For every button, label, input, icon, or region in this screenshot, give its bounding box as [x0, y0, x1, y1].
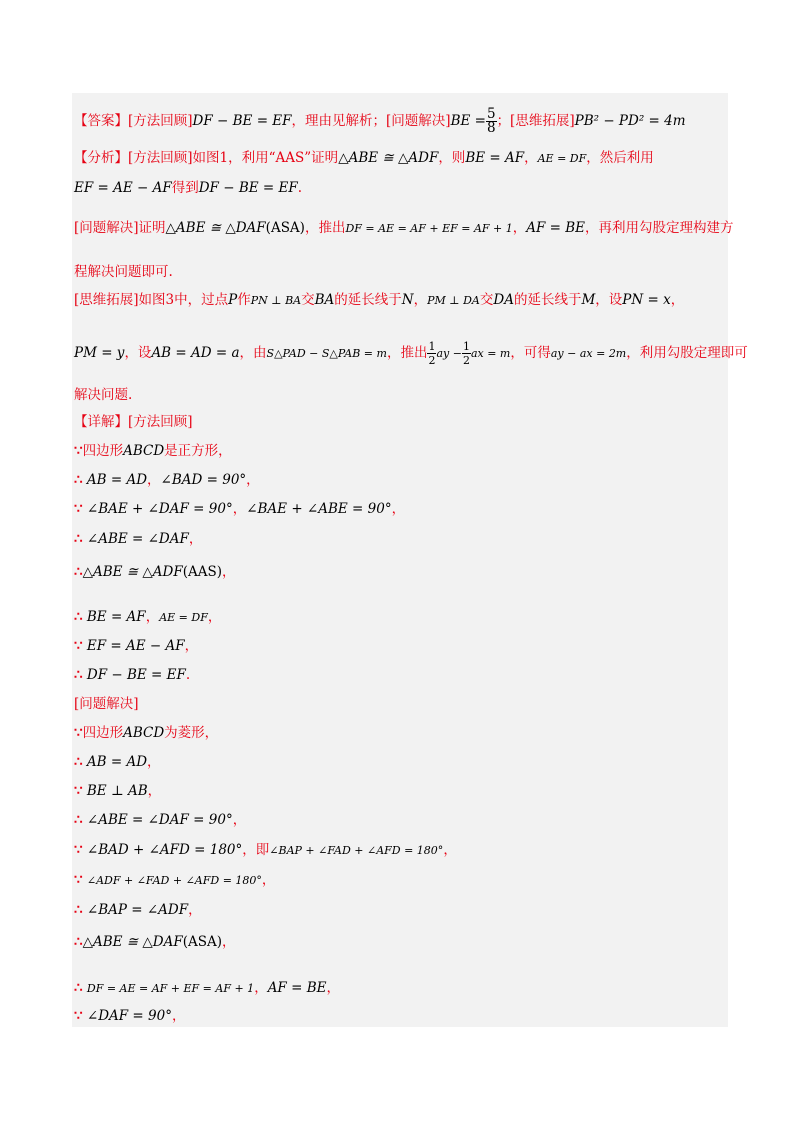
- therefore-symbol: ∴: [74, 980, 83, 996]
- text: ，然后利用: [586, 150, 654, 166]
- math-expr: PB² − PD² = 4m: [574, 113, 686, 129]
- text: ，利用勾股定理即可: [626, 345, 748, 361]
- math-expr: ax = m: [470, 347, 511, 360]
- text: ，: [512, 220, 527, 236]
- math-expr: △ABE ≅ △DAF: [82, 934, 183, 950]
- math-expr: ∠ABE = ∠DAF: [86, 531, 189, 547]
- fraction-den: 8: [486, 120, 496, 136]
- math-var: P: [228, 292, 238, 308]
- math-expr: S△PAD − S△PAB = m: [266, 347, 387, 360]
- text: ，设: [595, 292, 623, 308]
- text: ，: [524, 150, 538, 166]
- because-symbol: ∵: [74, 443, 83, 459]
- math-expr: ∠BAE + ∠DAF = 90°: [86, 501, 233, 517]
- text: 程解决问题即可.: [74, 264, 173, 280]
- text: ，: [171, 1008, 186, 1024]
- math-expr: BE =: [450, 113, 486, 129]
- math-expr: AB = AD: [86, 472, 148, 488]
- math-expr: ABCD: [123, 725, 165, 741]
- text: ，则: [438, 150, 466, 166]
- text: ，推出: [304, 220, 346, 236]
- fraction-num: 5: [486, 106, 496, 122]
- text: .: [297, 180, 303, 196]
- fraction-den: 2: [428, 354, 436, 367]
- math-expr: ay −: [436, 347, 462, 360]
- analysis-line-7: [74, 385, 726, 405]
- text: 四边形: [82, 443, 124, 459]
- text: [方法回顾]: [128, 414, 193, 430]
- therefore-symbol: ∴: [74, 754, 83, 770]
- because-symbol: ∵: [74, 725, 83, 741]
- text: ，: [147, 783, 162, 799]
- text: 的延长线于: [513, 292, 582, 308]
- detail-line-14: [74, 810, 726, 830]
- math-expr: BE = AF: [465, 150, 525, 166]
- text: ，由: [239, 345, 267, 361]
- detail-line-8: [74, 636, 726, 656]
- math-expr: DF − BE = EF: [198, 180, 298, 196]
- because-symbol: ∵: [74, 783, 83, 799]
- text: 四边形: [82, 725, 124, 741]
- math-expr: (ASA): [265, 220, 305, 236]
- therefore-symbol: ∴: [74, 902, 83, 918]
- math-expr: AB = AD = a: [151, 345, 240, 361]
- math-expr: PM ⊥ DA: [427, 294, 480, 307]
- text: ，: [232, 812, 247, 828]
- math-expr: ∠BAP + ∠FAD + ∠AFD = 180°: [269, 844, 444, 857]
- text: ，: [391, 501, 406, 517]
- math-expr: AE = DF: [159, 611, 208, 624]
- math-expr: ay − ax = 2m: [550, 347, 627, 360]
- detail-line-18: [74, 932, 726, 952]
- math-expr: DF = AE = AF + EF = AF + 1: [86, 982, 255, 995]
- text: 得到: [171, 180, 199, 196]
- text: ，: [443, 842, 457, 858]
- math-expr: AB = AD: [86, 754, 148, 770]
- text: [方法回顾]如图1，利用“AAS”证明: [128, 150, 339, 166]
- math-expr: AF = BE: [267, 980, 327, 996]
- because-symbol: ∵: [74, 501, 83, 517]
- text: ，: [413, 292, 428, 308]
- math-expr: PN = x: [622, 292, 671, 308]
- math-expr: ∠BAD + ∠AFD = 180°: [86, 842, 243, 858]
- math-expr: DF − BE = EF: [192, 113, 292, 129]
- analysis-line-3: [74, 218, 734, 239]
- detail-line-4: [74, 499, 726, 519]
- therefore-symbol: ∴: [74, 531, 83, 547]
- detail-line-9: [74, 665, 726, 685]
- math-expr: DA: [493, 292, 514, 308]
- detail-line-19: [74, 978, 726, 999]
- detail-line-7: [74, 607, 726, 628]
- text: ，推出: [386, 345, 428, 361]
- fraction: [462, 340, 471, 367]
- therefore-symbol: ∴: [74, 564, 83, 580]
- because-symbol: ∵: [74, 872, 83, 888]
- math-expr: ∠DAF = 90°: [86, 1008, 172, 1024]
- therefore-symbol: ∴: [74, 472, 83, 488]
- text: ，: [188, 531, 203, 547]
- text: ，: [184, 638, 199, 654]
- math-expr: ABCD: [123, 443, 165, 459]
- analysis-line-6: [74, 340, 748, 367]
- text: .: [185, 667, 191, 683]
- text: 交: [301, 292, 315, 308]
- text: [问题解决]证明: [74, 220, 166, 236]
- math-var: M: [581, 292, 596, 308]
- text: ，: [222, 934, 236, 950]
- text: ，: [147, 754, 161, 770]
- math-expr: BA: [314, 292, 335, 308]
- math-expr: BE ⊥ AB: [86, 783, 148, 799]
- analysis-line-5: [74, 290, 726, 311]
- math-expr: ∠BAE + ∠ABE = 90°: [246, 501, 392, 517]
- answer-seg: ；[思维拓展]: [496, 113, 575, 129]
- math-var: N: [401, 292, 414, 308]
- text: [思维拓展]如图3中，过点: [74, 292, 229, 308]
- detail-line-1: [74, 412, 726, 432]
- text: ，: [670, 292, 685, 308]
- text: ，: [254, 980, 268, 996]
- text: ，即: [242, 842, 270, 858]
- math-expr: △ABE ≅ △ADF: [82, 564, 183, 580]
- therefore-symbol: ∴: [74, 812, 83, 828]
- answer-seg: ，理由见解析；[问题解决]: [291, 113, 451, 129]
- text: 的延长线于: [334, 292, 402, 308]
- text: ，: [147, 472, 161, 488]
- math-expr: BE = AF: [86, 609, 146, 625]
- math-expr: DF = AE = AF + EF = AF + 1: [345, 222, 513, 235]
- text: 解决问题.: [74, 387, 133, 403]
- detail-line-12: [74, 752, 726, 772]
- detail-line-6: [74, 562, 726, 582]
- text: 是正方形，: [164, 443, 232, 459]
- text: ，可得: [510, 345, 551, 361]
- detail-line-16: [74, 870, 726, 891]
- math-expr: AF = BE: [526, 220, 586, 236]
- fraction-den: 2: [462, 354, 470, 367]
- math-expr: DF − BE = EF: [86, 667, 186, 683]
- fraction-num: 1: [428, 340, 436, 353]
- math-expr: PN ⊥ BA: [250, 294, 302, 307]
- because-symbol: ∵: [74, 1008, 83, 1024]
- detail-line-15: [74, 840, 726, 861]
- answer-line: [74, 108, 726, 135]
- text: ，: [261, 872, 276, 888]
- answer-seg: [方法回顾]: [128, 113, 193, 129]
- math-expr: EF = AE − AF: [86, 638, 185, 654]
- detail-tag: 【详解】: [74, 414, 128, 430]
- text: ，设: [124, 345, 152, 361]
- math-expr: ∠BAD = 90°: [160, 472, 247, 488]
- fraction-num: 1: [462, 340, 470, 353]
- analysis-tag: 【分析】: [74, 150, 128, 166]
- detail-line-17: [74, 900, 726, 920]
- text: ，: [222, 564, 236, 580]
- math-expr: ∠ADF + ∠FAD + ∠AFD = 180°: [86, 874, 262, 887]
- math-expr: (AAS): [182, 564, 222, 580]
- because-symbol: ∵: [74, 842, 83, 858]
- text: 为菱形，: [164, 725, 219, 741]
- detail-line-3: [74, 470, 726, 490]
- text: [问题解决]: [74, 696, 139, 712]
- math-expr: ∠ABE = ∠DAF = 90°: [86, 812, 233, 828]
- text: 交: [479, 292, 494, 308]
- fraction: [486, 108, 497, 135]
- math-expr: △ABE ≅ △DAF: [165, 220, 266, 236]
- text: ，再利用勾股定理构建方: [585, 220, 734, 236]
- detail-line-20: [74, 1006, 726, 1026]
- therefore-symbol: ∴: [74, 667, 83, 683]
- therefore-symbol: ∴: [74, 934, 83, 950]
- detail-line-10: [74, 694, 726, 714]
- math-expr: PM = y: [74, 345, 125, 361]
- math-expr: ∠BAP = ∠ADF: [86, 902, 189, 918]
- detail-line-5: [74, 529, 726, 549]
- math-expr: EF = AE − AF: [74, 180, 172, 196]
- text: ，: [207, 609, 222, 625]
- math-expr: AE = DF: [537, 152, 587, 165]
- text: ，: [246, 472, 260, 488]
- text: ，: [145, 609, 160, 625]
- text: ，: [232, 501, 247, 517]
- math-expr: △ABE ≅ △ADF: [338, 150, 439, 166]
- analysis-line-4: [74, 262, 726, 282]
- math-expr: (ASA): [182, 934, 222, 950]
- because-symbol: ∵: [74, 638, 83, 654]
- detail-line-2: [74, 441, 726, 461]
- detail-line-11: [74, 723, 726, 743]
- text: 作: [237, 292, 251, 308]
- analysis-line-1: [74, 148, 726, 169]
- answer-tag: 【答案】: [74, 113, 128, 129]
- analysis-line-2: [74, 178, 726, 198]
- therefore-symbol: ∴: [74, 609, 83, 625]
- detail-line-13: [74, 781, 726, 801]
- text: ，: [188, 902, 202, 918]
- text: ，: [326, 980, 340, 996]
